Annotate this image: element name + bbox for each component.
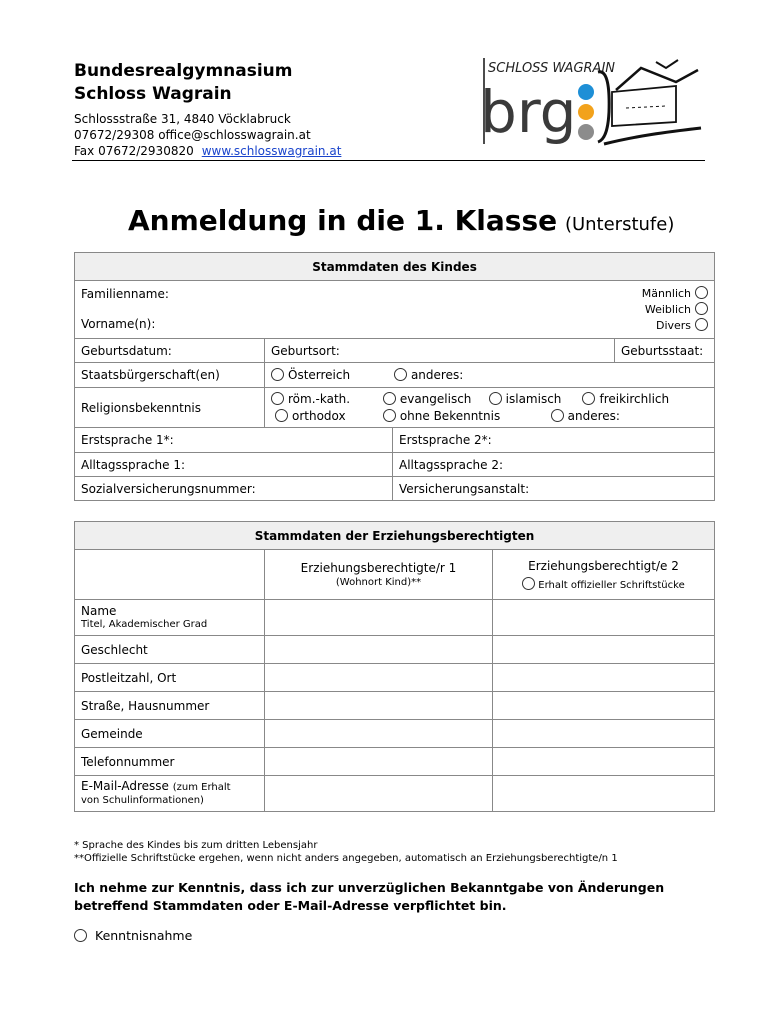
guardian2-email-input[interactable] — [493, 776, 715, 812]
option-freikirchlich[interactable]: freikirchlich — [582, 392, 669, 406]
name-label: Name — [81, 603, 117, 618]
school-fax-web — [74, 143, 341, 159]
diverse-radio-icon[interactable] — [695, 318, 708, 331]
geburtsort-field[interactable]: Geburtsort: — [265, 339, 615, 363]
ack-option-label: Kenntnisnahme — [95, 928, 193, 943]
radio-icon[interactable] — [582, 392, 595, 405]
guardian1-strasse-input[interactable] — [265, 692, 493, 720]
female-radio-icon[interactable] — [695, 302, 708, 315]
option-evangelisch[interactable]: evangelisch — [383, 391, 485, 408]
school-name-line2: Schloss Wagrain — [74, 84, 232, 104]
header-divider — [72, 160, 705, 161]
guardians-section-heading: Stammdaten der Erziehungsberechtigten — [75, 522, 715, 550]
guardian1-header — [265, 550, 493, 600]
child-section-heading: Stammdaten des Kindes — [75, 253, 715, 281]
option-ohne-bekenntnis[interactable]: ohne Bekenntnis — [383, 408, 547, 425]
guardians-corner-cell — [75, 550, 265, 600]
guardian2-telefon-input[interactable] — [493, 748, 715, 776]
child-data-table — [74, 252, 715, 501]
school-contact — [74, 111, 341, 159]
gender-options — [642, 286, 708, 334]
acknowledgement-option[interactable] — [74, 928, 192, 943]
gender-option-female[interactable]: Weiblich — [642, 302, 708, 318]
radio-icon[interactable] — [551, 409, 564, 422]
radio-icon[interactable] — [383, 392, 396, 405]
male-radio-icon[interactable] — [695, 286, 708, 299]
alltagssprache2-field[interactable]: Alltagssprache 2: — [393, 453, 715, 477]
school-phone-email — [74, 127, 341, 143]
guardian2-official-docs-option[interactable]: Erhalt offizieller Schriftstücke — [499, 577, 708, 591]
guardian2-gemeinde-input[interactable] — [493, 720, 715, 748]
guardian1-subtitle: (Wohnort Kind)** — [335, 577, 422, 588]
logo-top-text: SCHLOSS WAGRAIN — [488, 61, 616, 76]
geburtsdatum-field[interactable]: Geburtsdatum: — [75, 339, 265, 363]
guardian2-strasse-input[interactable] — [493, 692, 715, 720]
plz-label: Postleitzahl, Ort — [75, 664, 265, 692]
telefon-label: Telefonnummer — [75, 748, 265, 776]
email-label: E-Mail-Adresse — [81, 779, 169, 793]
acknowledgement-text — [74, 879, 664, 915]
ack-line1: Ich nehme zur Kenntnis, dass ich zur unverzüglichen Bekanntgabe von Änderungen — [74, 880, 665, 895]
alltagssprache1-field[interactable]: Alltagssprache 1: — [75, 453, 393, 477]
radio-icon[interactable] — [489, 392, 502, 405]
staatsbuergerschaft-label: Staatsbürgerschaft(en) — [75, 363, 265, 388]
school-header — [74, 60, 341, 159]
guardian1-title: Erziehungsberechtigte/r 1 — [300, 561, 457, 575]
school-website-link[interactable]: www.schlosswagrain.at — [201, 144, 342, 158]
guardian2-header — [493, 550, 715, 600]
ack-radio-icon[interactable] — [74, 929, 87, 942]
staatsbuergerschaft-options — [265, 363, 715, 388]
guardians-table — [74, 521, 715, 812]
option-roem-kath[interactable]: röm.-kath. — [271, 391, 379, 408]
option-orthodox[interactable]: orthodox — [271, 408, 379, 425]
guardian1-telefon-input[interactable] — [265, 748, 493, 776]
guardian1-plz-input[interactable] — [265, 664, 493, 692]
geschlecht-label: Geschlecht — [75, 636, 265, 664]
school-phone: 07672/29308 — [74, 128, 155, 142]
form-title-sub: (Unterstufe) — [564, 214, 675, 235]
familienname-label: Familienname: — [81, 287, 169, 301]
guardian1-gemeinde-input[interactable] — [265, 720, 493, 748]
guardian1-name-input[interactable] — [265, 600, 493, 636]
logo-letters: brg — [480, 78, 577, 146]
guardian2-geschlecht-input[interactable] — [493, 636, 715, 664]
radio-icon[interactable] — [275, 409, 288, 422]
radio-icon[interactable] — [522, 577, 535, 590]
vorname-label: Vorname(n): — [81, 317, 156, 331]
svnr-field[interactable]: Sozialversicherungsnummer: — [75, 477, 393, 501]
radio-icon[interactable] — [383, 409, 396, 422]
child-name-cell[interactable] — [75, 281, 715, 339]
guardian2-plz-input[interactable] — [493, 664, 715, 692]
form-title-main: Anmeldung in die 1. Klasse — [128, 204, 558, 237]
radio-icon[interactable] — [271, 368, 284, 381]
religion-options — [265, 388, 715, 428]
guardian1-email-input[interactable] — [265, 776, 493, 812]
option-religion-anderes[interactable]: anderes: — [551, 409, 620, 423]
option-oesterreich[interactable]: Österreich — [271, 368, 350, 382]
school-fax: Fax 07672/2930820 — [74, 144, 194, 158]
form-title — [128, 204, 674, 237]
footnote-2: **Offizielle Schriftstücke ergehen, wenn nicht anders angegeben, automatisch an Erziehungsberechtigte/n 1 — [74, 853, 618, 864]
email-note2: von Schulinformationen) — [81, 795, 204, 806]
radio-icon[interactable] — [271, 392, 284, 405]
guardian2-name-input[interactable] — [493, 600, 715, 636]
versicherungsanstalt-field[interactable]: Versicherungsanstalt: — [393, 477, 715, 501]
option-islamisch[interactable]: islamisch — [489, 391, 579, 408]
strasse-label: Straße, Hausnummer — [75, 692, 265, 720]
row-email-label — [75, 776, 265, 812]
name-sublabel: Titel, Akademischer Grad — [81, 618, 208, 630]
gender-option-male[interactable]: Männlich — [642, 286, 708, 302]
guardian1-geschlecht-input[interactable] — [265, 636, 493, 664]
erstsprache2-field[interactable]: Erstsprache 2*: — [393, 428, 715, 453]
gender-option-diverse[interactable]: Divers — [642, 318, 708, 334]
school-name-line1: Bundesrealgymnasium — [74, 61, 293, 81]
religion-label: Religionsbekenntnis — [75, 388, 265, 428]
radio-icon[interactable] — [394, 368, 407, 381]
erstsprache1-field[interactable]: Erstsprache 1*: — [75, 428, 393, 453]
castle-logo-icon — [476, 52, 706, 152]
option-staat-anderes[interactable]: anderes: — [394, 368, 463, 382]
email-note1: (zum Erhalt — [172, 782, 231, 793]
row-name-label — [75, 600, 265, 636]
geburtsstaat-field[interactable]: Geburtsstaat: — [615, 339, 715, 363]
school-address: Schlossstraße 31, 4840 Vöcklabruck — [74, 112, 291, 126]
gemeinde-label: Gemeinde — [75, 720, 265, 748]
footnotes — [74, 839, 618, 865]
footnote-1: * Sprache des Kindes bis zum dritten Lebensjahr — [74, 840, 318, 851]
school-email: office@schlosswagrain.at — [158, 128, 311, 142]
ack-line2: betreffend Stammdaten oder E-Mail-Adresse verpflichtet bin. — [74, 898, 507, 913]
guardian2-title: Erziehungsberechtigt/e 2 — [528, 558, 679, 573]
